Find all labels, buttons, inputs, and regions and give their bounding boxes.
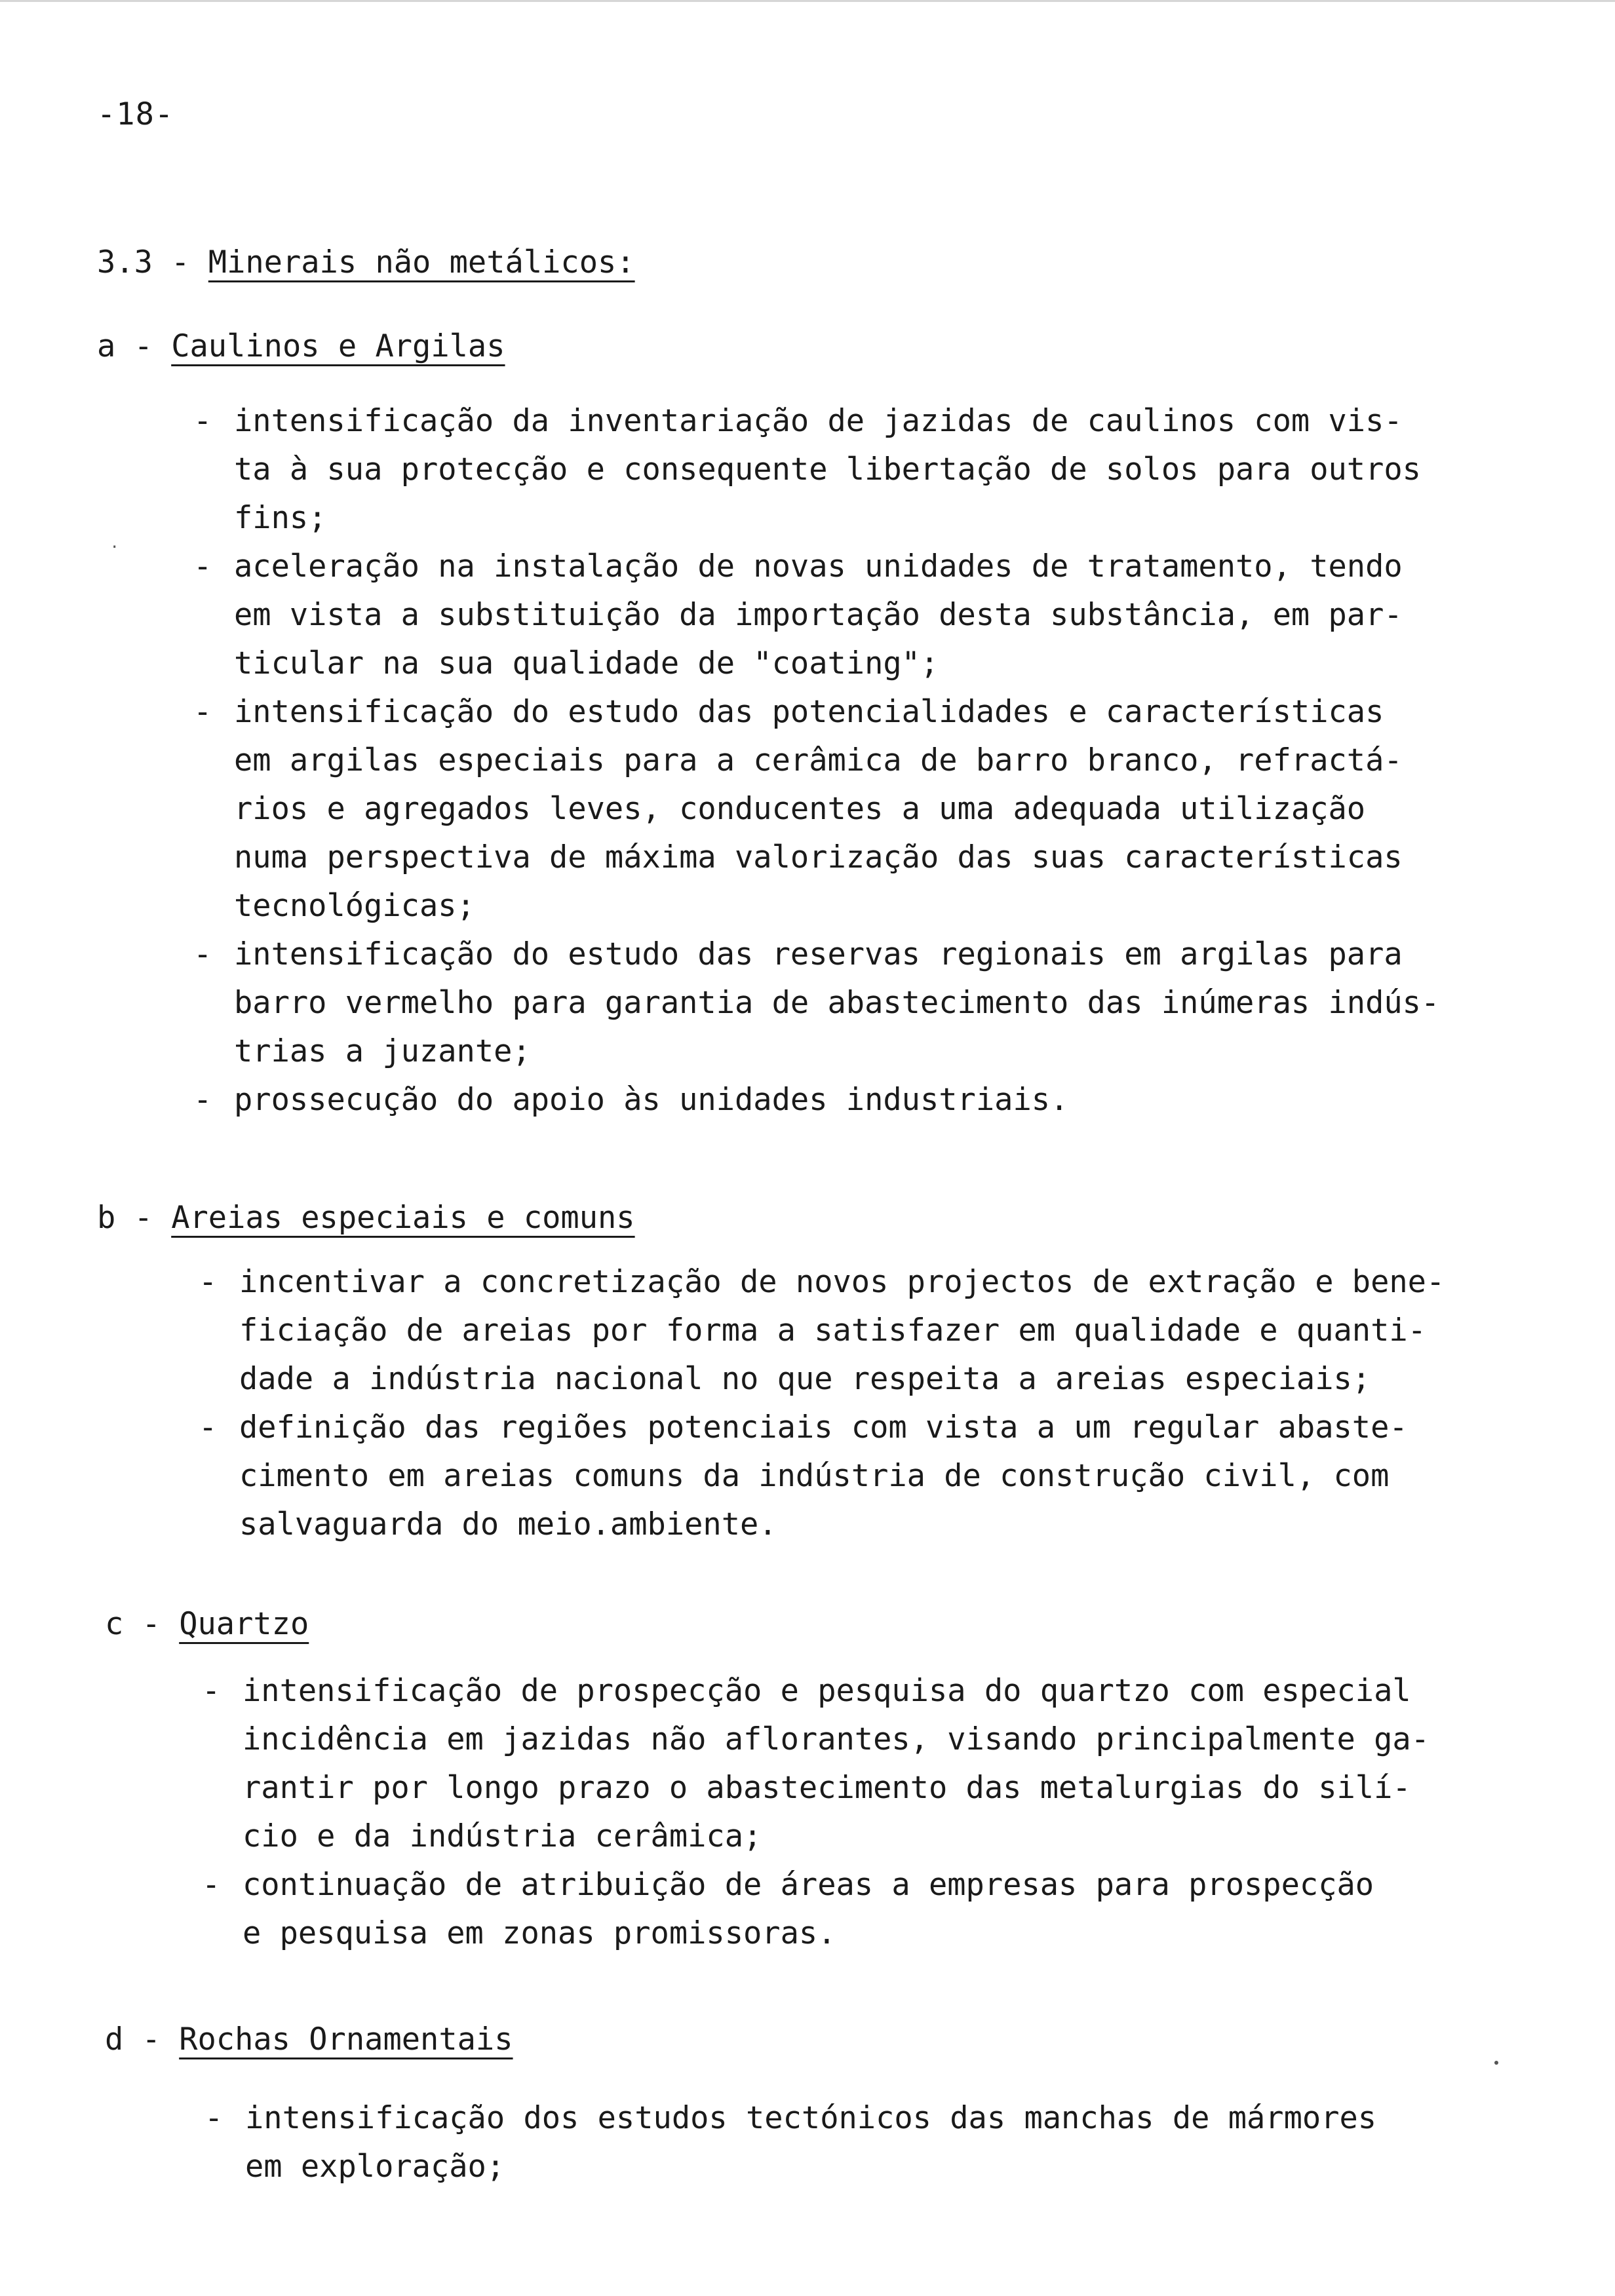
item-line: intensificação da inventariação de jazidas de caulinos com vis-: [234, 403, 1403, 439]
item-line: prossecução do apoio às unidades industriais.: [234, 1082, 1069, 1118]
item-line: salvaguarda do meio.ambiente.: [239, 1506, 777, 1542]
item-line: rantir por longo prazo o abastecimento das metalurgias do silí-: [243, 1770, 1411, 1806]
group-heading-b: [97, 1194, 635, 1242]
item-line: numa perspectiva de máxima valorização das suas características: [234, 839, 1403, 875]
item-line: definição das regiões potenciais com vista a um regular abaste-: [239, 1409, 1408, 1445]
item-line: intensificação de prospecção e pesquisa do quartzo com especial: [243, 1673, 1411, 1709]
scan-dot: [1494, 2061, 1498, 2065]
bullet-dash: -: [193, 403, 212, 439]
list-item: [193, 397, 1439, 543]
group-letter: c -: [105, 1606, 161, 1642]
item-line: aceleração na instalação de novas unidades de tratamento, tendo: [234, 548, 1403, 584]
item-line: incidência em jazidas não aflorantes, visando principalmente ga-: [243, 1721, 1430, 1757]
group-title: Rochas Ornamentais: [179, 2021, 513, 2057]
item-list-d: [204, 2094, 1377, 2191]
item-line: ficiação de areias por forma a satisfazer em qualidade e quanti-: [239, 1312, 1426, 1349]
item-line: intensificação do estudo das potencialidades e características: [234, 694, 1384, 730]
bullet-dash: -: [199, 1264, 218, 1300]
bullet-dash: -: [202, 1673, 221, 1709]
bullet-dash: -: [193, 1082, 212, 1118]
item-line: intensificação dos estudos tectónicos das manchas de mármores: [245, 2100, 1377, 2136]
bullet-dash: -: [193, 548, 212, 584]
group-title: Areias especiais e comuns: [171, 1200, 635, 1236]
list-item: [193, 688, 1439, 930]
group-letter: d -: [105, 2021, 161, 2057]
section-heading: [97, 239, 635, 287]
list-item: [193, 930, 1440, 1076]
bullet-dash: -: [193, 694, 212, 730]
item-line: intensificação do estudo das reservas regionais em argilas para: [234, 936, 1403, 972]
item-list-b: [199, 1258, 1445, 1549]
list-item: [204, 2094, 1377, 2191]
item-list-a: [193, 397, 1440, 1124]
list-item: [202, 1667, 1430, 1861]
top-edge-rule: [0, 0, 1615, 2]
group-title: Caulinos e Argilas: [171, 328, 505, 364]
item-line: e pesquisa em zonas promissoras.: [243, 1915, 836, 1951]
list-item: [199, 1258, 1445, 1404]
item-line: em argilas especiais para a cerâmica de barro branco, refractá-: [234, 742, 1403, 778]
item-line: ta à sua protecção e consequente libertação de solos para outros: [234, 451, 1421, 488]
section-number: 3.3 -: [97, 244, 190, 280]
group-letter: a -: [97, 328, 153, 364]
bullet-dash: -: [193, 936, 212, 972]
group-heading-d: [105, 2016, 513, 2064]
item-line: fins;: [234, 500, 327, 536]
group-heading-c: [105, 1600, 309, 1649]
page-number: -18-: [97, 96, 174, 132]
bullet-dash: -: [202, 1867, 221, 1903]
list-item: [193, 1076, 1439, 1124]
item-line: em exploração;: [245, 2149, 505, 2185]
item-line: continuação de atribuição de áreas a empresas para prospecção: [243, 1867, 1374, 1903]
item-line: dade a indústria nacional no que respeita a areias especiais;: [239, 1361, 1371, 1397]
bullet-dash: -: [199, 1409, 218, 1445]
item-line: rios e agregados leves, conducentes a uma adequada utilização: [234, 791, 1366, 827]
group-title: Quartzo: [179, 1606, 309, 1642]
list-item: [202, 1861, 1430, 1958]
item-line: incentivar a concretização de novos projectos de extração e bene-: [239, 1264, 1445, 1300]
list-item: [199, 1404, 1445, 1549]
item-line: tecnológicas;: [234, 888, 475, 924]
item-list-c: [202, 1667, 1430, 1958]
section-title: Minerais não metálicos:: [208, 244, 635, 280]
group-heading-a: [97, 322, 505, 371]
item-line: em vista a substituição da importação desta substância, em par-: [234, 597, 1403, 633]
list-item: [193, 543, 1439, 688]
scan-speck: ․: [111, 531, 118, 552]
item-line: cimento em areias comuns da indústria de construção civil, com: [239, 1458, 1390, 1494]
bullet-dash: -: [204, 2100, 224, 2136]
item-line: trias a juzante;: [234, 1033, 531, 1069]
group-letter: b -: [97, 1200, 153, 1236]
item-line: cio e da indústria cerâmica;: [243, 1818, 762, 1854]
item-line: ticular na sua qualidade de "coating";: [234, 645, 939, 681]
item-line: barro vermelho para garantia de abastecimento das inúmeras indús-: [234, 985, 1440, 1021]
